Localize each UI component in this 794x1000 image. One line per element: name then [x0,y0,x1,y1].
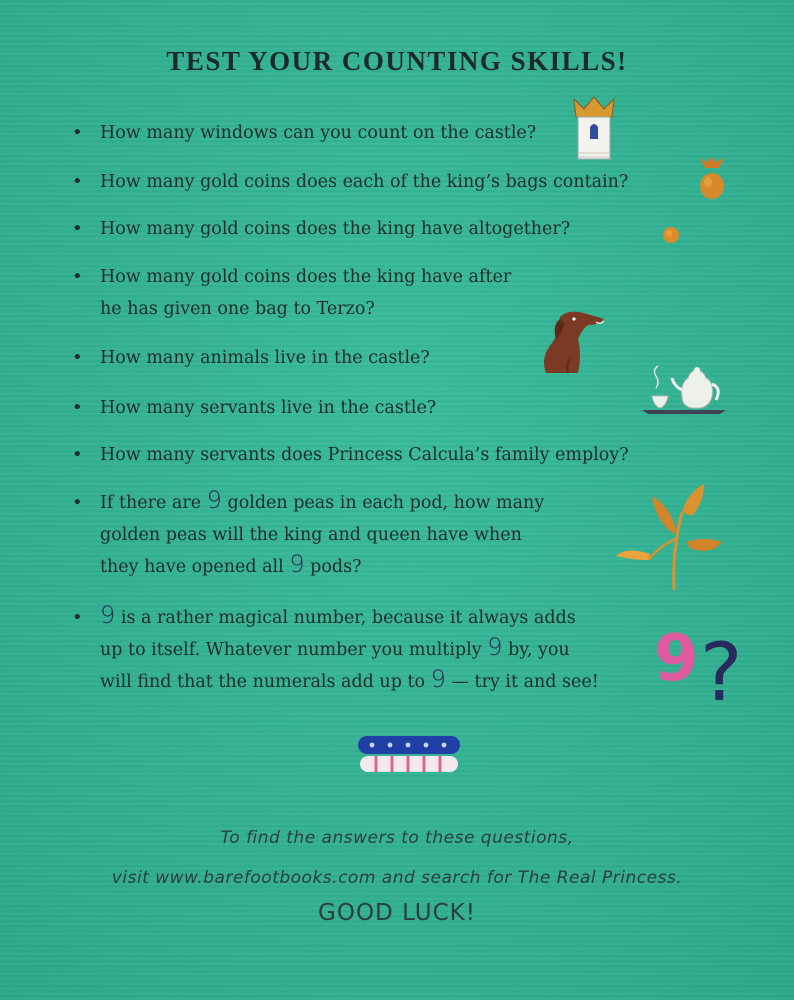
question-text: How many servants does Princess Calcula’s family employ? [100,445,629,465]
question-line: golden peas will the king and queen have when [100,525,522,545]
question-text [78,602,668,698]
bullet: • [72,347,83,368]
numeral-nine: 9 [289,550,305,578]
numeral-nine: 9 [206,486,222,514]
bullet: • [72,607,83,628]
decor-nine: 9 [654,622,699,696]
question-text: How many animals live in the castle? [100,348,430,368]
numeral-nine: 9 [487,633,503,661]
question-text: How many gold coins does each of the king’s bags contain? [100,172,629,192]
bullet: • [72,122,83,143]
footer-line-1: To find the answers to these questions, [220,828,574,848]
question-line: is a rather magical number, because it always adds [120,608,576,628]
question-line: will find that the numerals add up to [100,672,426,692]
numeral-nine: 9 [430,665,446,693]
gold-bag-icon [696,156,728,202]
bullet: • [72,397,83,418]
castle-tower-icon [570,95,618,163]
question-line: they have opened all [100,557,284,577]
question-line: How many gold coins does the king have after [100,267,512,287]
numeral-nine: 9 [100,601,116,629]
question-line: If there are [100,493,202,513]
question-line: up to itself. Whatever number you multiply [100,640,482,660]
bullet: • [72,171,83,192]
question-text: How many servants live in the castle? [100,398,437,418]
list-item [72,392,668,424]
list-item [72,166,668,198]
question-text: How many gold coins does the king have altogether? [100,219,571,239]
list-item [72,213,668,245]
question-text: How many windows can you count on the castle? [100,123,537,143]
page-title: TEST YOUR COUNTING SKILLS! [166,46,628,76]
pea-plant-icon [612,482,732,592]
teapot-icon [640,362,732,416]
bullet: • [72,492,83,513]
question-line: by, you [508,640,570,660]
footer-line-2: visit www.barefootbooks.com and search for The Real Princess. [111,868,683,888]
bullet: • [72,444,83,465]
question-line: — try it and see! [451,672,599,692]
gold-coin-icon [662,226,680,244]
bullet: • [72,218,83,239]
question-line: pods? [310,557,362,577]
footer-good-luck: GOOD LUCK! [318,900,476,926]
decor-question-mark: ? [700,626,743,710]
question-text [78,487,668,583]
bullet: • [72,266,83,287]
dog-icon [538,305,608,375]
question-line: golden peas in each pod, how many [227,493,545,513]
question-line: he has given one bag to Terzo? [100,299,375,319]
list-item [72,439,668,471]
list-item [72,486,668,583]
mattress-icon [356,730,462,776]
nine-question-icon [652,618,744,710]
list-item [72,601,668,698]
